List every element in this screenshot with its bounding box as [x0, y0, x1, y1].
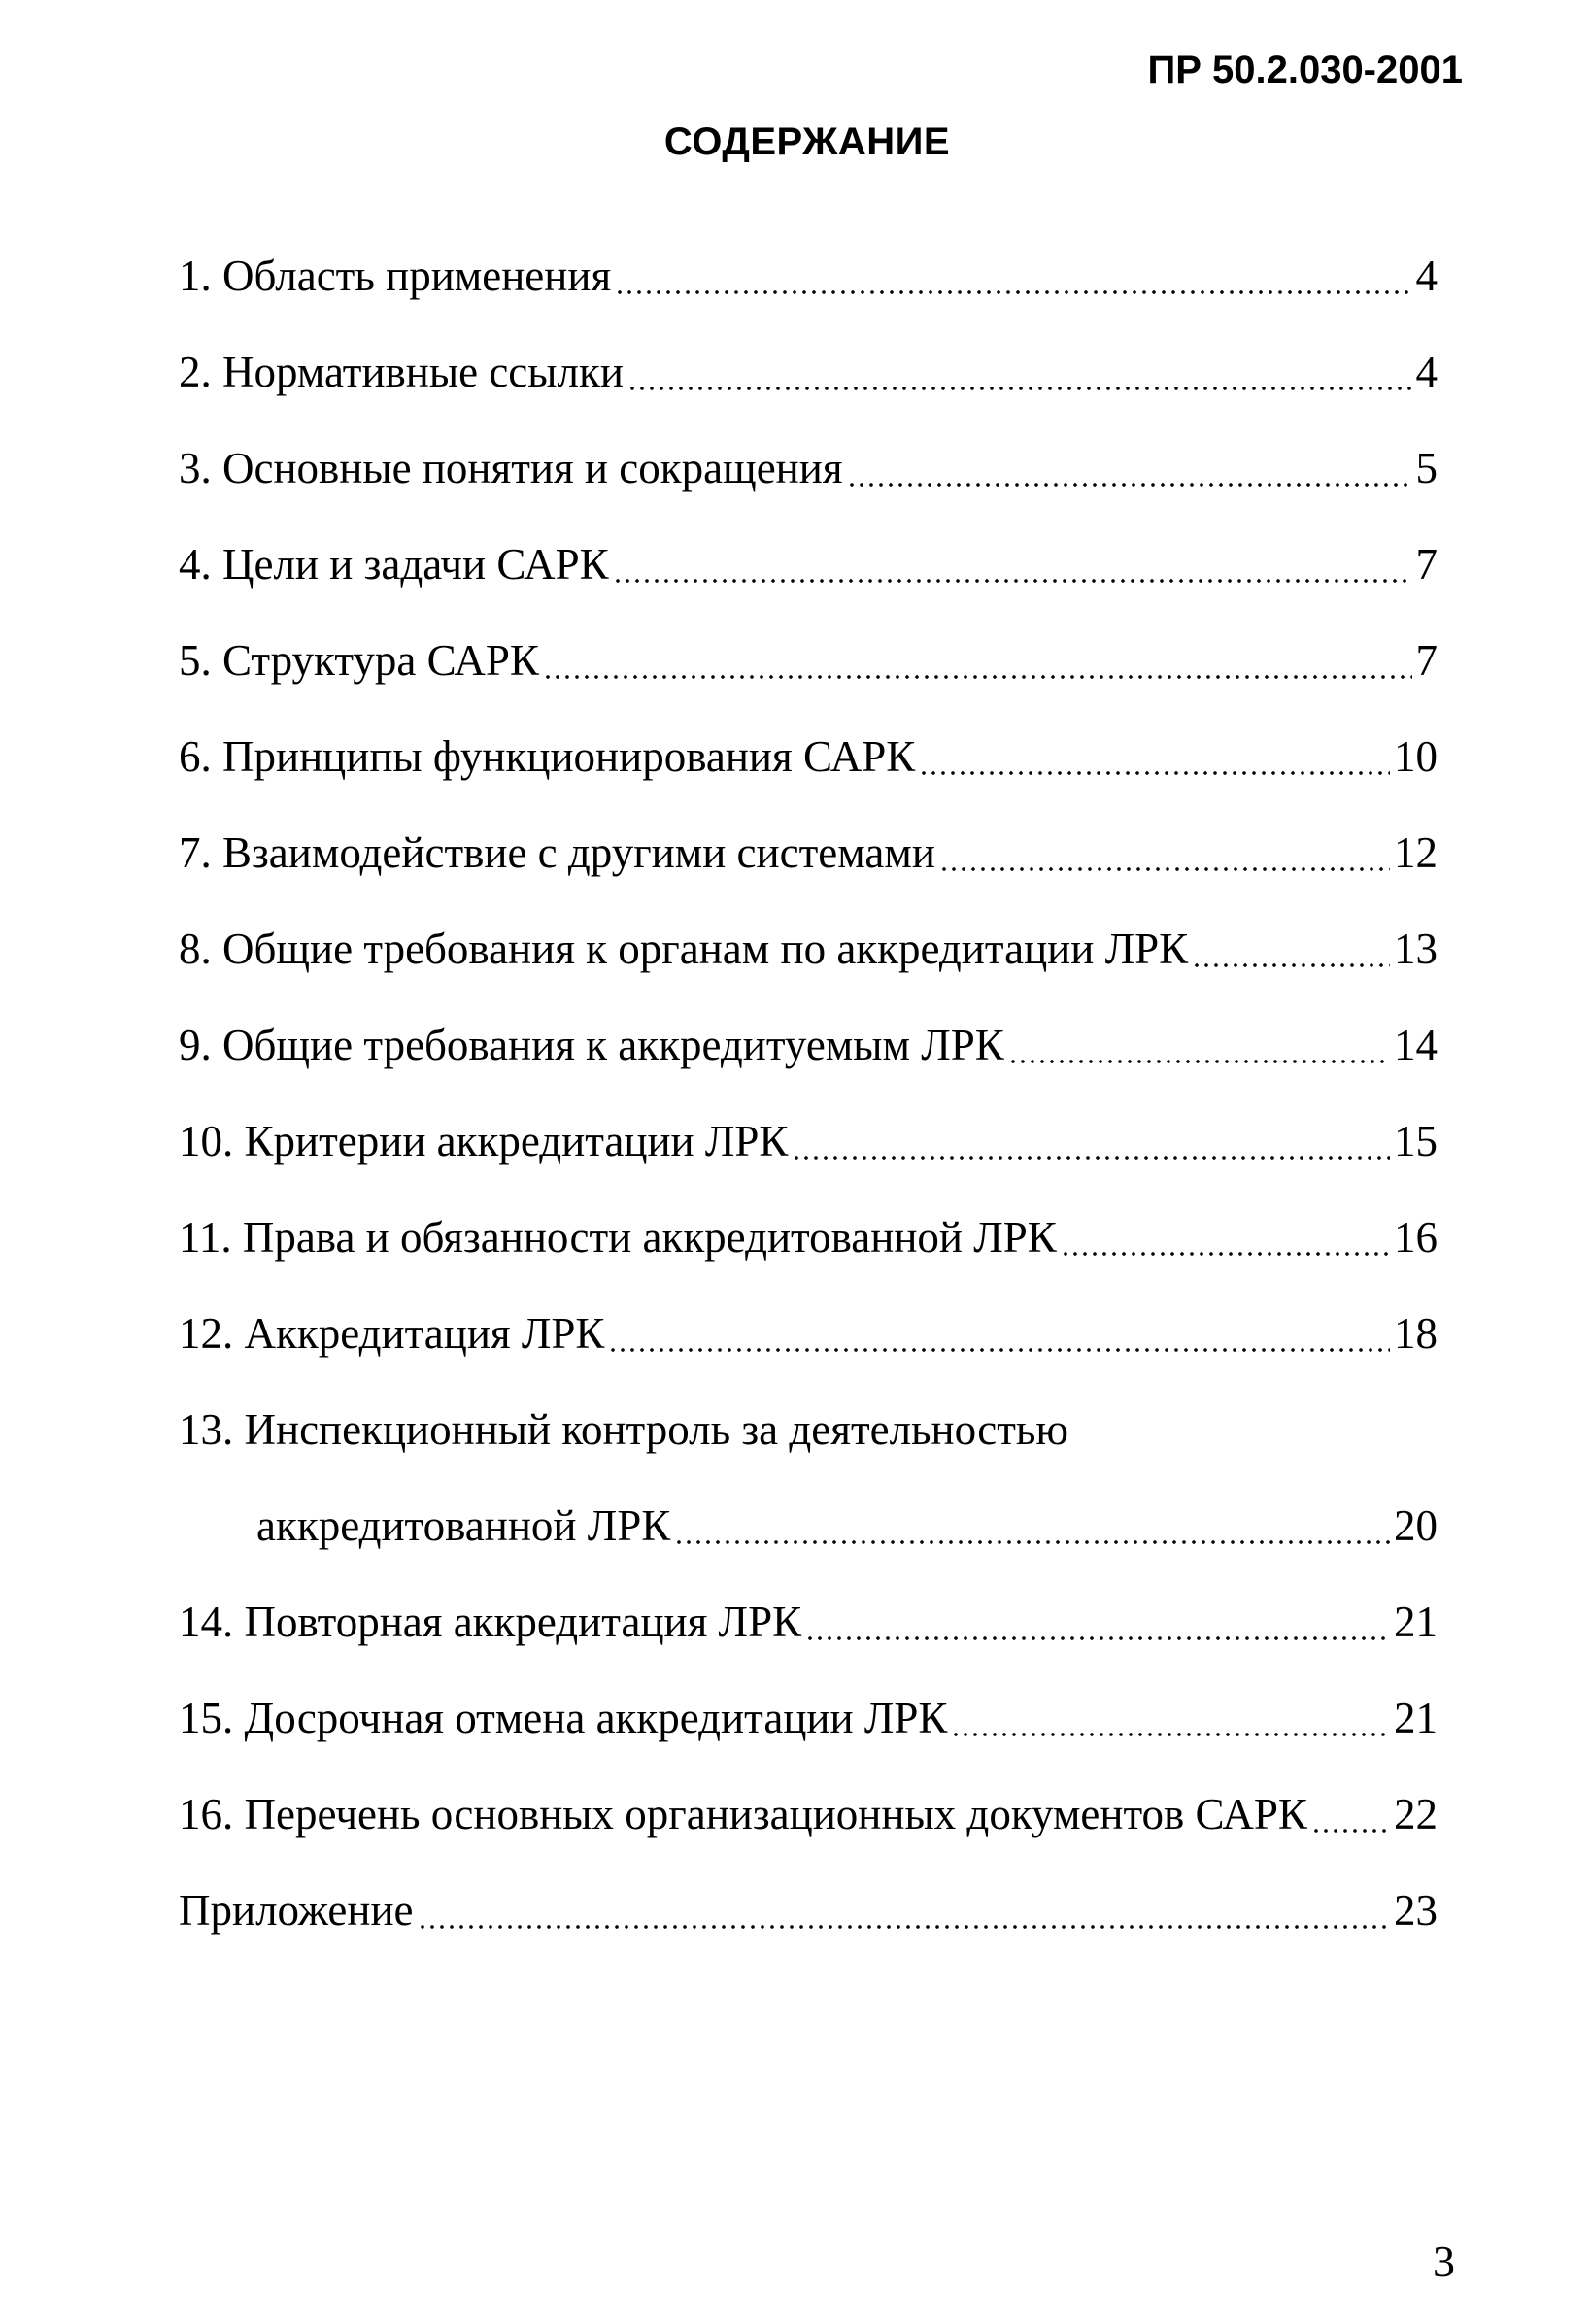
toc-entry-1[interactable]	[179, 251, 1438, 347]
toc-entry-9[interactable]	[179, 1020, 1438, 1116]
toc-entry-page: 18	[1394, 1309, 1438, 1358]
toc-entry-page: 14	[1394, 1021, 1438, 1069]
toc-entry-page: 15	[1394, 1117, 1438, 1165]
toc-entry-label: 7. Взаимодействие с другими системами	[179, 828, 935, 877]
toc-entry-page: 20	[1394, 1501, 1438, 1550]
toc-entry-14[interactable]	[179, 1597, 1438, 1693]
toc-entry-2[interactable]	[179, 347, 1438, 443]
toc-entry-page: 21	[1394, 1598, 1438, 1646]
toc-entry-8[interactable]	[179, 924, 1438, 1020]
toc-entry-12[interactable]	[179, 1308, 1438, 1404]
toc-entry-page: 12	[1394, 828, 1438, 877]
toc-entry-page: 5	[1415, 444, 1438, 492]
table-of-contents	[179, 251, 1438, 1981]
toc-entry-15[interactable]	[179, 1693, 1438, 1789]
toc-entry-label: 14. Повторная аккредитация ЛРК	[179, 1598, 802, 1646]
toc-entry-13[interactable]	[179, 1404, 1438, 1500]
toc-entry-label: 8. Общие требования к органам по аккредитации ЛРК	[179, 925, 1189, 973]
toc-dot-leader	[608, 1308, 1390, 1359]
toc-dot-leader	[615, 251, 1411, 301]
toc-dot-leader	[847, 443, 1412, 493]
toc-entry-13-continuation[interactable]	[179, 1500, 1438, 1597]
toc-entry-label: 3. Основные понятия и сокращения	[179, 444, 843, 492]
toc-dot-leader	[1061, 1212, 1390, 1263]
toc-entry-page: 22	[1394, 1790, 1438, 1838]
page-number: 3	[1433, 2237, 1455, 2286]
toc-entry-4[interactable]	[179, 539, 1438, 635]
toc-dot-leader	[951, 1693, 1390, 1743]
toc-dot-leader	[613, 539, 1412, 589]
page-title: СОДЕРЖАНИЕ	[663, 120, 951, 163]
toc-entry-label-continuation: аккредитованной ЛРК	[256, 1501, 671, 1550]
toc-entry-appendix[interactable]	[179, 1885, 1438, 1981]
toc-entry-11[interactable]	[179, 1212, 1438, 1308]
toc-entry-6[interactable]	[179, 731, 1438, 827]
toc-entry-page: 7	[1415, 636, 1438, 685]
toc-dot-leader	[1311, 1789, 1390, 1839]
toc-dot-leader	[1192, 924, 1390, 974]
toc-entry-label: 1. Область применения	[179, 252, 612, 300]
toc-entry-3[interactable]	[179, 443, 1438, 539]
toc-dot-leader	[1008, 1020, 1390, 1070]
toc-dot-leader	[792, 1116, 1390, 1166]
toc-entry-page: 10	[1394, 732, 1438, 781]
toc-dot-leader	[627, 347, 1412, 397]
toc-dot-leader	[919, 731, 1390, 782]
toc-entry-label: 11. Права и обязанности аккредитованной ЛРК	[179, 1213, 1057, 1262]
toc-entry-16[interactable]	[179, 1789, 1438, 1885]
toc-entry-label: 4. Цели и задачи САРК	[179, 540, 609, 589]
toc-entry-label: 10. Критерии аккредитации ЛРК	[179, 1117, 789, 1165]
toc-dot-leader	[543, 635, 1412, 686]
toc-dot-leader	[674, 1500, 1390, 1551]
toc-entry-page: 23	[1394, 1886, 1438, 1935]
document-code: ПР 50.2.030-2001	[1147, 49, 1463, 91]
toc-entry-label: 15. Досрочная отмена аккредитации ЛРК	[179, 1694, 948, 1742]
toc-entry-page: 13	[1394, 925, 1438, 973]
toc-entry-label: 16. Перечень основных организационных документов САРК	[179, 1790, 1307, 1838]
toc-dot-leader	[418, 1885, 1390, 1936]
toc-dot-leader	[939, 827, 1390, 878]
toc-entry-10[interactable]	[179, 1116, 1438, 1212]
toc-entry-page: 21	[1394, 1694, 1438, 1742]
toc-entry-page: 4	[1415, 252, 1438, 300]
toc-entry-label: 2. Нормативные ссылки	[179, 348, 624, 396]
toc-entry-label: 6. Принципы функционирования САРК	[179, 732, 916, 781]
toc-entry-page: 16	[1394, 1213, 1438, 1262]
toc-entry-7[interactable]	[179, 827, 1438, 924]
toc-entry-5[interactable]	[179, 635, 1438, 731]
toc-entry-label: 5. Структура САРК	[179, 636, 539, 685]
toc-entry-label: 13. Инспекционный контроль за деятельностью	[179, 1405, 1069, 1454]
toc-dot-leader	[805, 1597, 1390, 1647]
toc-entry-page: 4	[1415, 348, 1438, 396]
toc-entry-label: 12. Аккредитация ЛРК	[179, 1309, 605, 1358]
toc-entry-label: 9. Общие требования к аккредитуемым ЛРК	[179, 1021, 1004, 1069]
toc-entry-page: 7	[1415, 540, 1438, 589]
toc-entry-label: Приложение	[179, 1886, 414, 1935]
